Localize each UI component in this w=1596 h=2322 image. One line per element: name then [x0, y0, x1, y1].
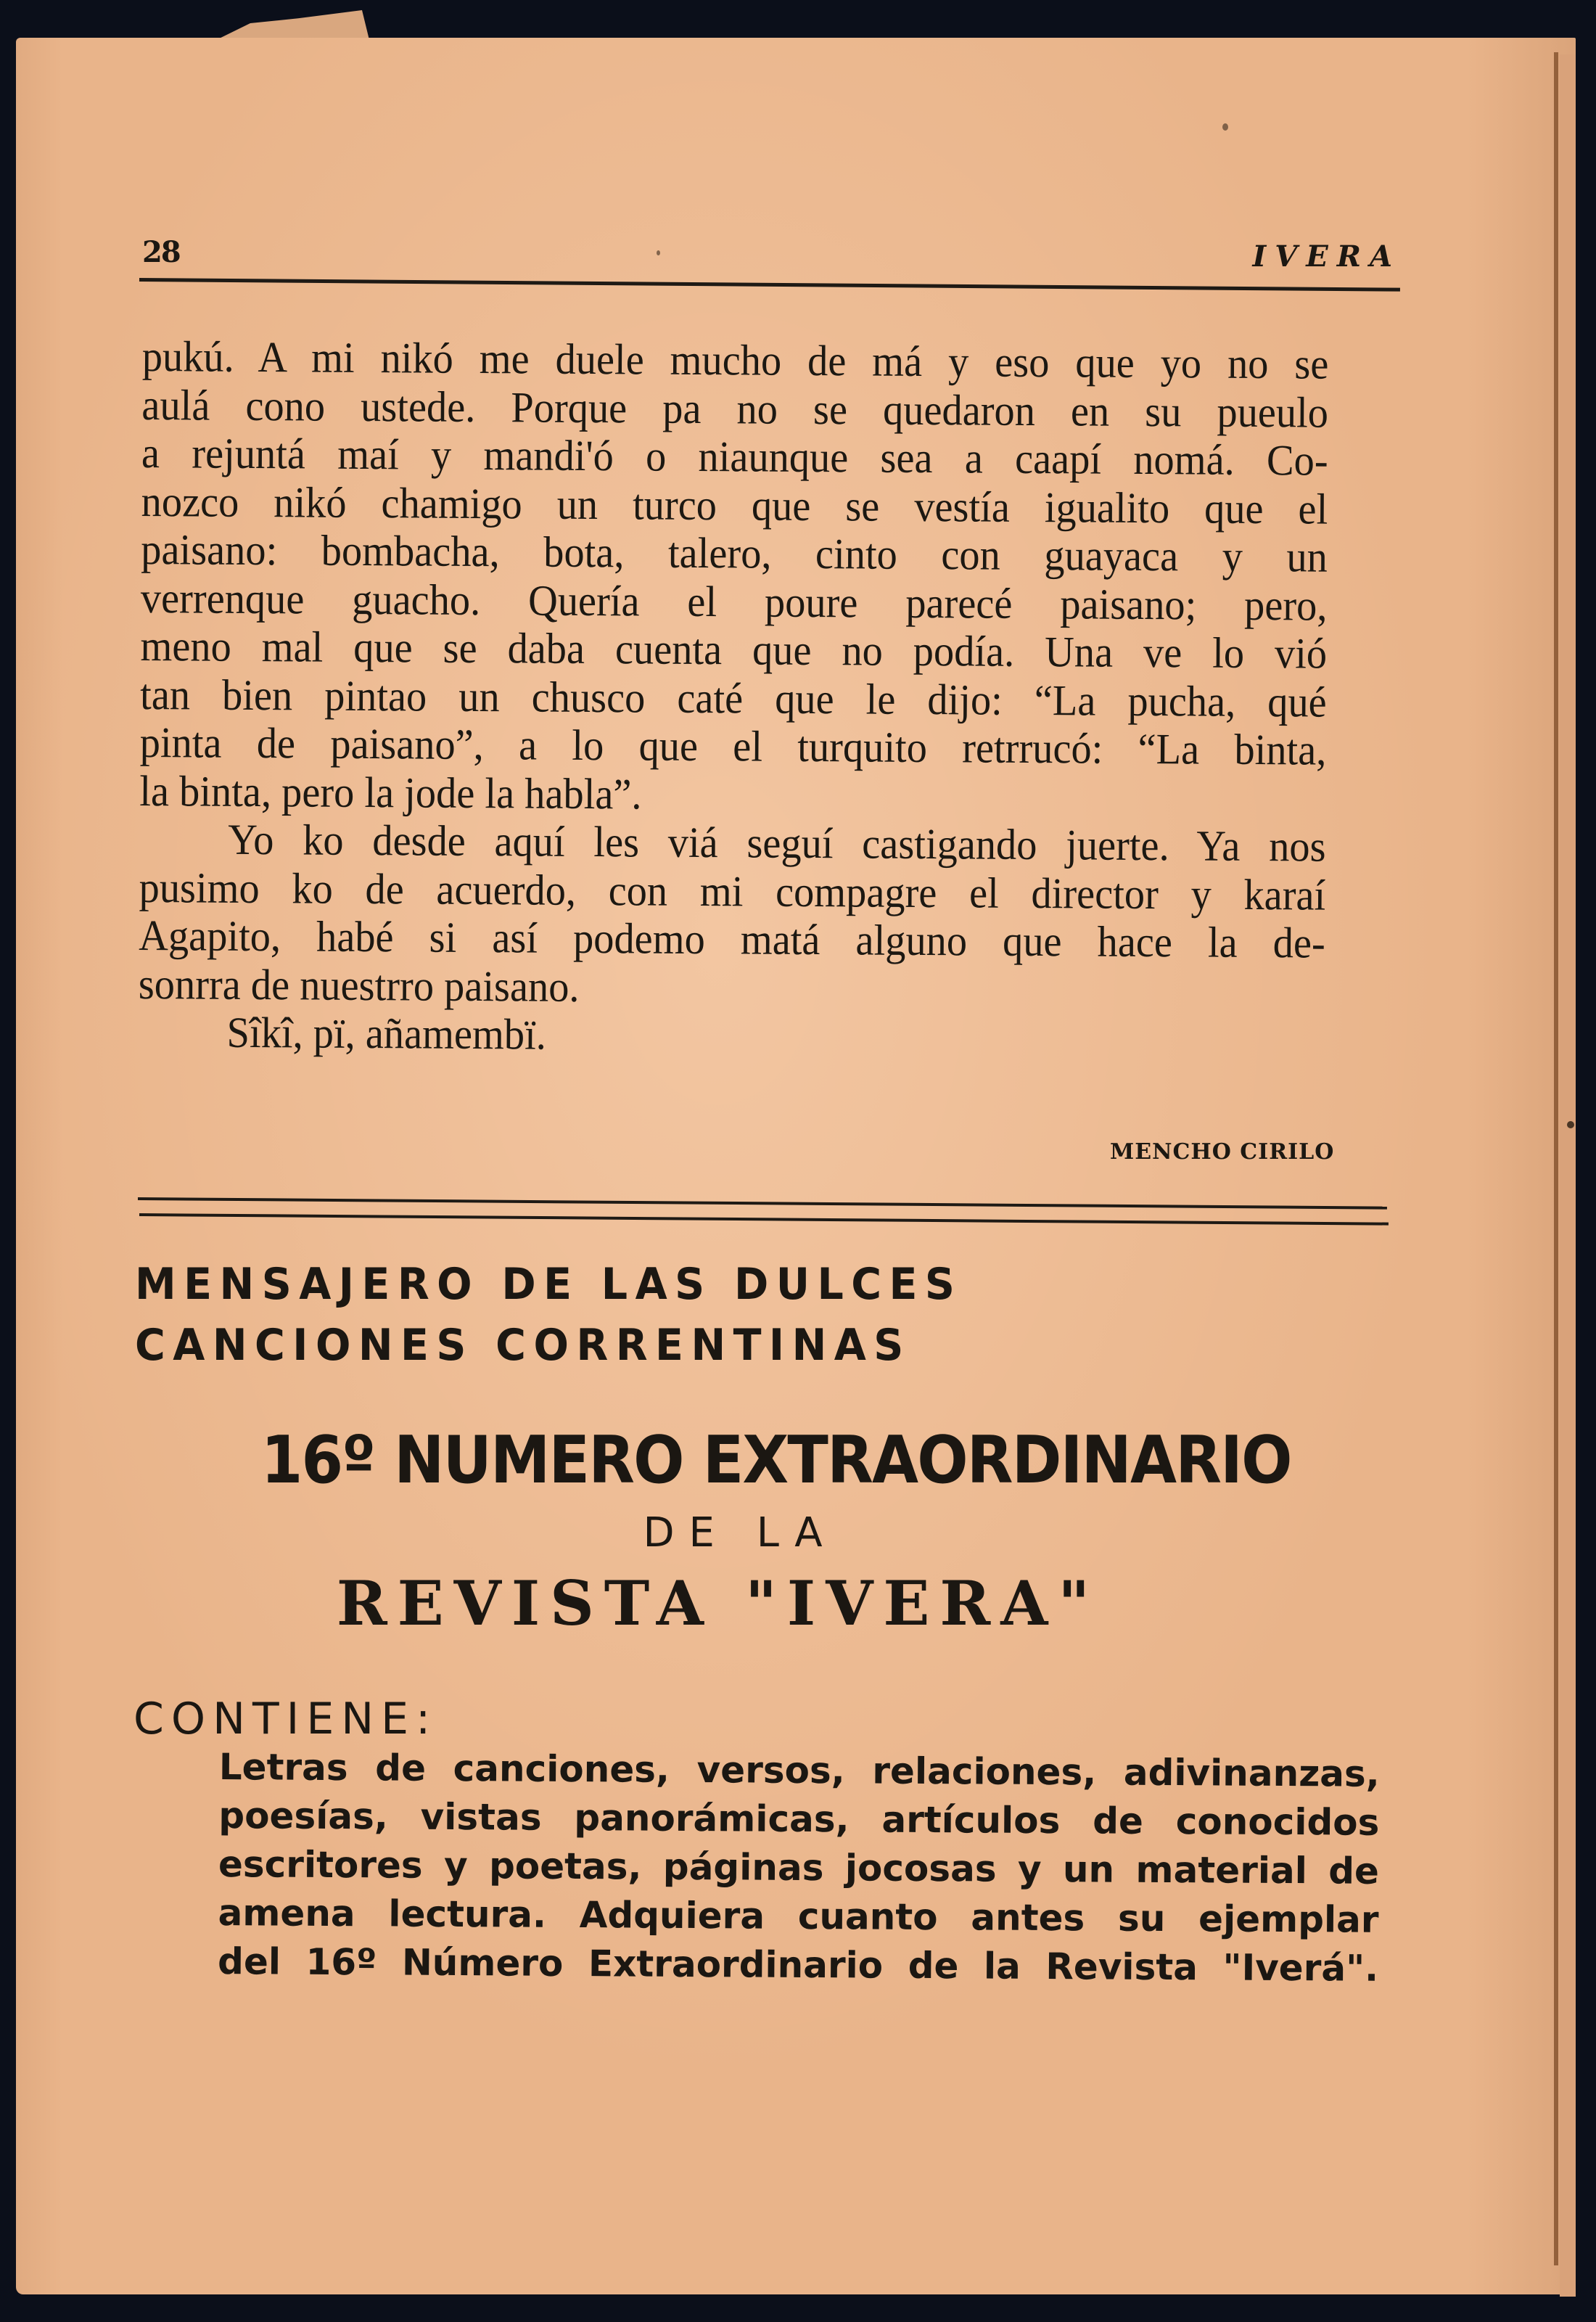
- text-line: nozco nikó chamigo un turco que se vestía igualito que el: [141, 477, 1328, 533]
- ad-heading-line: CANCIONES CORRENTINAS: [135, 1320, 911, 1371]
- ad-text-line: del 16º Número Extraordinario de la Revista "Iverá".: [217, 1940, 1379, 1990]
- text-line: Yo ko desde aquí les viá seguí castigando juerte. Ya nos: [228, 815, 1326, 871]
- page-number: 28: [142, 235, 180, 269]
- text-line: pinta de paisano”, a lo que el turquito retrrucó: “La binta,: [139, 718, 1327, 774]
- header-rule: [139, 278, 1400, 292]
- text-line: Agapito, habé si así podemo matá alguno que hace la de-: [139, 911, 1325, 967]
- text-line: verrenque guacho. Quería el poure parecé paisano; pero,: [140, 573, 1328, 630]
- article-paragraph-1: [139, 332, 1328, 823]
- ad-text-line: escritores y poetas, páginas jocosas y un material de: [218, 1842, 1380, 1892]
- ad-text-line: poesías, vistas panorámicas, artículos de conocidos: [218, 1794, 1380, 1844]
- section-divider-top: [138, 1197, 1387, 1210]
- article-body: [138, 332, 1328, 1064]
- ad-heading-line: MENSAJERO DE LAS DULCES: [135, 1259, 963, 1310]
- ad-text-line: amena lectura. Adquiera cuanto antes su ejemplar: [218, 1891, 1379, 1941]
- contents-label: CONTIENE:: [133, 1694, 438, 1744]
- ad-description: [218, 1743, 1380, 1993]
- magazine-name: REVISTA "IVERA": [336, 1567, 1101, 1639]
- running-title: IVERA: [1252, 239, 1401, 274]
- ad-heading: [135, 1254, 962, 1376]
- text-line: pusimo ko de acuerdo, con mi compagre el director y karaí: [139, 863, 1326, 919]
- issue-title-connector: DE LA: [643, 1509, 837, 1556]
- paper-speck: [1222, 123, 1228, 131]
- running-header: [142, 231, 1401, 274]
- text-line: la binta, pero la jode la habla”.: [139, 766, 642, 818]
- text-line: meno mal que se daba cuenta que no podía. Una ve lo vió: [140, 621, 1328, 678]
- ad-text-line: Letras de canciones, versos, relaciones, adivinanzas,: [218, 1746, 1380, 1795]
- author-signature: MENCHO CIRILO: [1110, 1139, 1335, 1165]
- text-line: a rejuntá maí y mandi'ó o niaunque sea a caapí nomá. Co-: [141, 428, 1328, 485]
- text-line: aulá cono ustede. Porque pa no se quedaron en su pueulo: [141, 380, 1329, 437]
- paper-speck: [657, 250, 660, 255]
- article-paragraph-2: [139, 815, 1326, 1016]
- text-line: Sîkî, pï, añamembï.: [226, 1008, 547, 1059]
- issue-title-main: 16º NUMERO EXTRAORDINARIO: [261, 1422, 1291, 1498]
- text-line: pukú. A mi nikó me duele mucho de má y eso que yo no se: [141, 332, 1329, 388]
- paper-speck: [1567, 1121, 1574, 1128]
- text-line: paisano: bombacha, bota, talero, cinto con guayaca y un: [141, 525, 1328, 581]
- section-divider-bottom: [139, 1213, 1389, 1226]
- text-line: tan bien pintao un chusco caté que le dijo: “La pucha, qué: [139, 670, 1327, 726]
- article-paragraph-3: [138, 1008, 1325, 1064]
- issue-title: [0, 1422, 1596, 1498]
- text-line: sonrra de nuestrro paisano.: [138, 959, 580, 1011]
